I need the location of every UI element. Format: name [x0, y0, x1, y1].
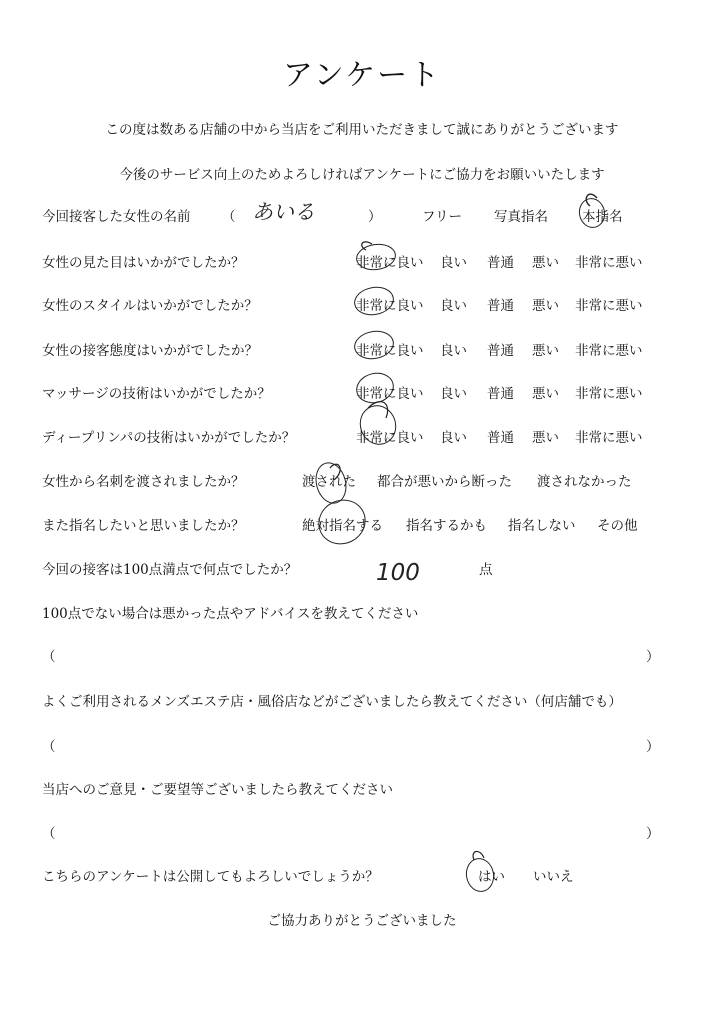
publish-option-no[interactable]: いいえ	[533, 869, 574, 885]
rating-1-good[interactable]: 良い	[440, 255, 467, 271]
name-close-paren: ）	[368, 209, 382, 225]
name-open-paren: （	[222, 209, 236, 225]
rating-question-3: 女性の接客態度はいかがでしたか？	[42, 343, 258, 359]
repeat-option-other[interactable]: その他	[597, 518, 638, 534]
repeat-option-no[interactable]: 指名しない	[508, 518, 576, 534]
free-answer-3-field[interactable]	[60, 819, 640, 841]
closing-message: ご協力ありがとうございました	[267, 913, 457, 929]
card-option-received[interactable]: 渡された	[302, 474, 356, 490]
publish-option-yes[interactable]: はい	[478, 869, 505, 885]
rating-question-4: マッサージの技術はいかがでしたか？	[42, 386, 271, 402]
publish-question-label: こちらのアンケートは公開してもよろしいでしょうか？	[42, 869, 379, 885]
rating-4-good[interactable]: 良い	[440, 386, 467, 402]
rating-2-very-good[interactable]: 非常に良い	[356, 298, 424, 314]
name-question-label: 今回接客した女性の名前	[42, 209, 191, 225]
free-answer-1-field[interactable]	[60, 642, 640, 664]
free-answer-1-close-paren: ）	[646, 649, 660, 665]
rating-4-bad[interactable]: 悪い	[532, 386, 559, 402]
rating-1-very-bad[interactable]: 非常に悪い	[575, 255, 643, 271]
rating-4-very-bad[interactable]: 非常に悪い	[575, 386, 643, 402]
rating-question-1: 女性の見た目はいかがでしたか？	[42, 255, 245, 271]
rating-4-very-good[interactable]: 非常に良い	[356, 386, 424, 402]
repeat-option-definitely[interactable]: 絶対指名する	[302, 518, 383, 534]
rating-2-normal[interactable]: 普通	[487, 298, 514, 314]
intro-line-1: この度は数ある店舗の中から当店をご利用いただきまして誠にありがとうございます	[105, 122, 619, 138]
rating-2-good[interactable]: 良い	[440, 298, 467, 314]
rating-3-normal[interactable]: 普通	[487, 343, 514, 359]
free-answer-1-open-paren: （	[42, 649, 56, 665]
rating-1-bad[interactable]: 悪い	[532, 255, 559, 271]
free-question-3-label: 当店へのご意見・ご要望等ございましたら教えてください	[42, 782, 393, 798]
free-answer-3-close-paren: ）	[646, 826, 660, 842]
rating-5-good[interactable]: 良い	[440, 430, 467, 446]
free-answer-2-open-paren: （	[42, 739, 56, 755]
free-question-2-label: よくご利用されるメンズエステ店・風俗店などがございましたら教えてください（何店舗でも）	[42, 694, 622, 710]
free-answer-3-open-paren: （	[42, 826, 56, 842]
rating-3-very-bad[interactable]: 非常に悪い	[575, 343, 643, 359]
score-question-label: 今回の接客は100点満点で何点でしたか？	[42, 562, 298, 578]
card-option-not-received[interactable]: 渡されなかった	[537, 474, 632, 490]
rating-4-normal[interactable]: 普通	[487, 386, 514, 402]
free-answer-2-close-paren: ）	[646, 739, 660, 755]
rating-5-very-good[interactable]: 非常に良い	[356, 430, 424, 446]
rating-2-bad[interactable]: 悪い	[532, 298, 559, 314]
name-handwritten-value[interactable]: あいる	[252, 200, 315, 224]
rating-1-normal[interactable]: 普通	[487, 255, 514, 271]
rating-2-very-bad[interactable]: 非常に悪い	[575, 298, 643, 314]
free-answer-2-field[interactable]	[60, 732, 640, 754]
rating-question-5: ディープリンパの技術はいかがでしたか？	[42, 430, 296, 446]
rating-5-normal[interactable]: 普通	[487, 430, 514, 446]
survey-title: アンケート	[282, 58, 442, 93]
option-main-nomination[interactable]: 本指名	[582, 209, 623, 225]
free-question-1-label: 100点でない場合は悪かった点やアドバイスを教えてください	[42, 606, 419, 622]
rating-1-very-good[interactable]: 非常に良い	[356, 255, 424, 271]
rating-3-very-good[interactable]: 非常に良い	[356, 343, 424, 359]
rating-3-bad[interactable]: 悪い	[532, 343, 559, 359]
card-question-label: 女性から名刺を渡されましたか？	[42, 474, 245, 490]
score-handwritten-value[interactable]: 100	[376, 560, 420, 586]
rating-5-bad[interactable]: 悪い	[532, 430, 559, 446]
option-free[interactable]: フリー	[422, 209, 462, 225]
rating-question-2: 女性のスタイルはいかがでしたか？	[42, 298, 258, 314]
rating-3-good[interactable]: 良い	[440, 343, 467, 359]
card-option-declined[interactable]: 都合が悪いから断った	[377, 474, 512, 490]
repeat-option-maybe[interactable]: 指名するかも	[406, 518, 487, 534]
repeat-question-label: また指名したいと思いましたか？	[42, 518, 245, 534]
intro-line-2: 今後のサービス向上のためよろしければアンケートにご協力をお願いいたします	[119, 167, 605, 183]
rating-5-very-bad[interactable]: 非常に悪い	[575, 430, 643, 446]
score-unit: 点	[479, 562, 493, 578]
option-photo-nomination[interactable]: 写真指名	[494, 209, 548, 225]
